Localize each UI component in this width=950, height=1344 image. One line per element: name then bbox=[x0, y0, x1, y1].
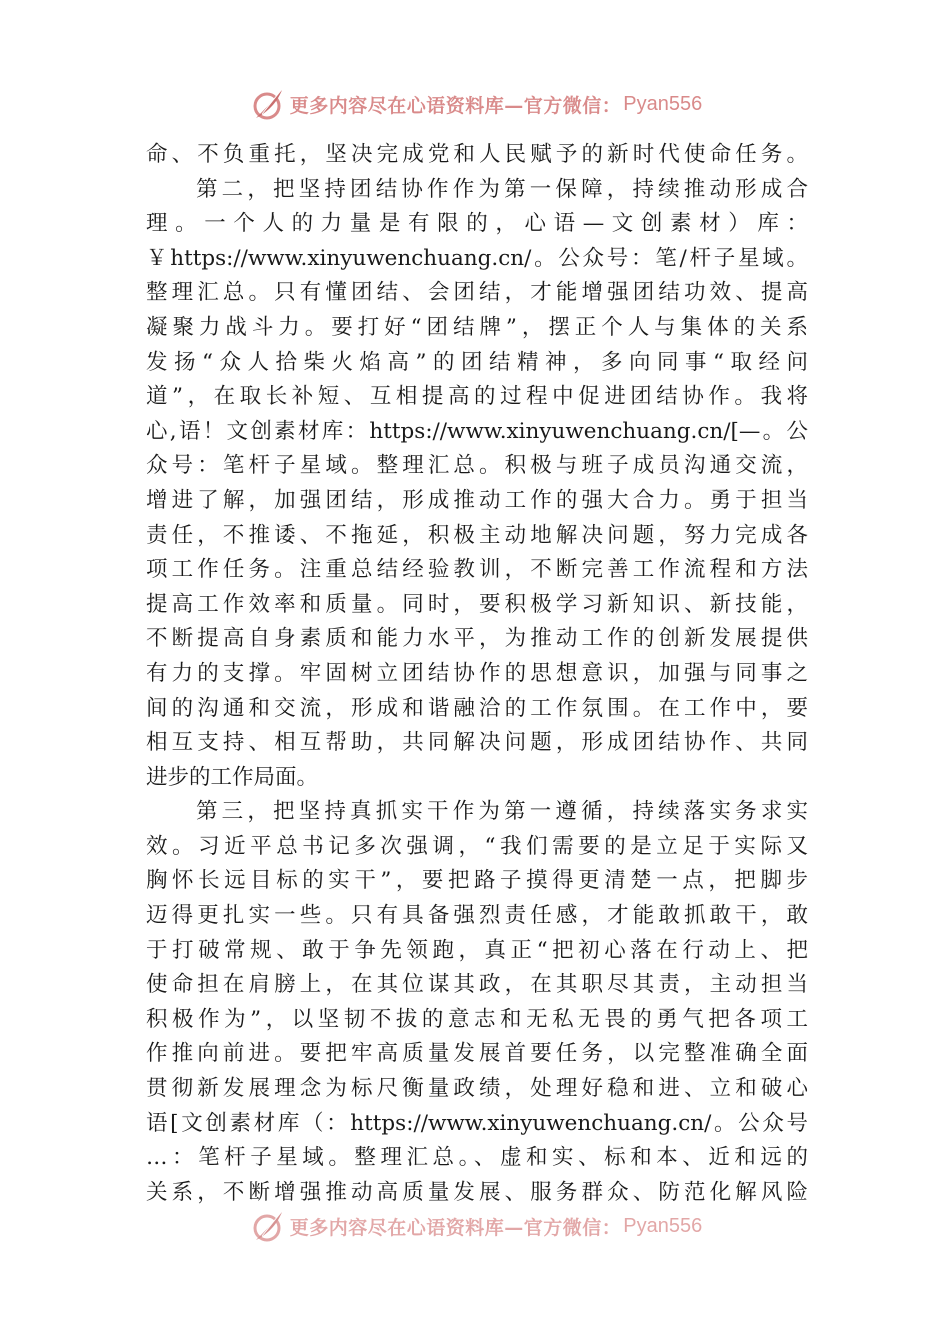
text-line: …：笔杆子星域。整理汇总。、虚和实、标和本、近和远的 bbox=[146, 1145, 808, 1171]
text-line: 第三，把坚持真抓实干作为第一遵循，持续落实务求实 bbox=[196, 799, 808, 825]
text-line: 迈得更扎实一些。只有具备强烈责任感，才能敢抓敢干，敢 bbox=[146, 903, 808, 929]
text-line: 提高工作效率和质量。同时，要积极学习新知识、新技能， bbox=[146, 591, 808, 617]
text-line: 作推向前进。要把牢高质量发展首要任务，以完整准确全面 bbox=[146, 1041, 808, 1067]
footer-banner bbox=[0, 1206, 950, 1246]
text-line: 有力的支撑。牢固树立团结协作的思想意识，加强与同事之 bbox=[146, 660, 808, 686]
text-line: 相互支持、相互帮助，共同解决问题，形成团结协作、共同 bbox=[146, 730, 808, 756]
text-line: 于打破常规、敢于争先领跑，真正“把初心落在行动上、把 bbox=[146, 937, 808, 963]
text-line: 增进了解，加强团结，形成推动工作的强大合力。勇于担当 bbox=[146, 487, 808, 513]
text-line: 命、不负重托，坚决完成党和人民赋予的新时代使命任务。 bbox=[146, 142, 808, 167]
body-text bbox=[146, 138, 808, 1210]
wechat-id: Pyan556 bbox=[623, 1214, 703, 1237]
text-line: 语[文创素材库（：https://www.xinyuwenchuang.cn/。公众号 bbox=[146, 1110, 808, 1136]
quill-pen-logo-icon bbox=[248, 1206, 288, 1246]
text-line: 理。一个人的力量是有限的，心语—文创素材）库： bbox=[146, 211, 808, 237]
text-line: 发扬“众人拾柴火焰高”的团结精神，多向同事“取经问 bbox=[146, 349, 808, 375]
text-line: 第二，把坚持团结协作作为第一保障，持续推动形成合 bbox=[196, 176, 808, 202]
text-line: 责任，不推诿、不拖延，积极主动地解决问题，努力完成各 bbox=[146, 522, 808, 548]
text-line: 不断提高自身素质和能力水平，为推动工作的创新发展提供 bbox=[146, 626, 808, 652]
wechat-id: Pyan556 bbox=[623, 92, 703, 115]
text-line: 众号：笔杆子星域。整理汇总。积极与班子成员沟通交流， bbox=[146, 453, 808, 479]
text-line: 进步的工作局面。 bbox=[146, 764, 319, 790]
header-banner bbox=[0, 84, 950, 124]
text-line: 项工作任务。注重总结经验教训，不断完善工作流程和方法 bbox=[146, 557, 808, 583]
banner-text: 更多内容尽在心语资料库—官方微信： bbox=[289, 94, 622, 117]
text-line: 间的沟通和交流，形成和谐融洽的工作氛围。在工作中，要 bbox=[146, 695, 808, 721]
text-line: 使命担在肩膀上，在其位谋其政，在其职尽其责，主动担当 bbox=[146, 972, 808, 998]
text-line: 凝聚力战斗力。要打好“团结牌”，摆正个人与集体的关系 bbox=[146, 314, 808, 340]
text-line: 积极作为”，以坚韧不拔的意志和无私无畏的勇气把各项工 bbox=[146, 1006, 808, 1032]
text-line: 心,语！文创素材库：https://www.xinyuwenchuang.cn/[—。公 bbox=[146, 418, 808, 444]
text-line: 道”，在取长补短、互相提高的过程中促进团结协作。我将 bbox=[146, 384, 808, 410]
text-line: 整理汇总。只有懂团结、会团结，才能增强团结功效、提高 bbox=[146, 280, 808, 306]
banner-text: 更多内容尽在心语资料库—官方微信： bbox=[289, 1216, 622, 1239]
text-line: 胸怀长远目标的实干”，要把路子摸得更清楚一点，把脚步 bbox=[146, 868, 808, 894]
text-line: 效。习近平总书记多次强调，“我们需要的是立足于实际又 bbox=[146, 833, 808, 859]
quill-pen-logo-icon bbox=[248, 84, 288, 124]
text-line: 贯彻新发展理念为标尺衡量政绩，处理好稳和进、立和破心 bbox=[146, 1076, 808, 1102]
text-line: 关系，不断增强推动高质量发展、服务群众、防范化解风险 bbox=[146, 1179, 808, 1205]
text-line: ￥https://www.xinyuwenchuang.cn/。公众号：笔/杆子星域。 bbox=[146, 245, 808, 271]
